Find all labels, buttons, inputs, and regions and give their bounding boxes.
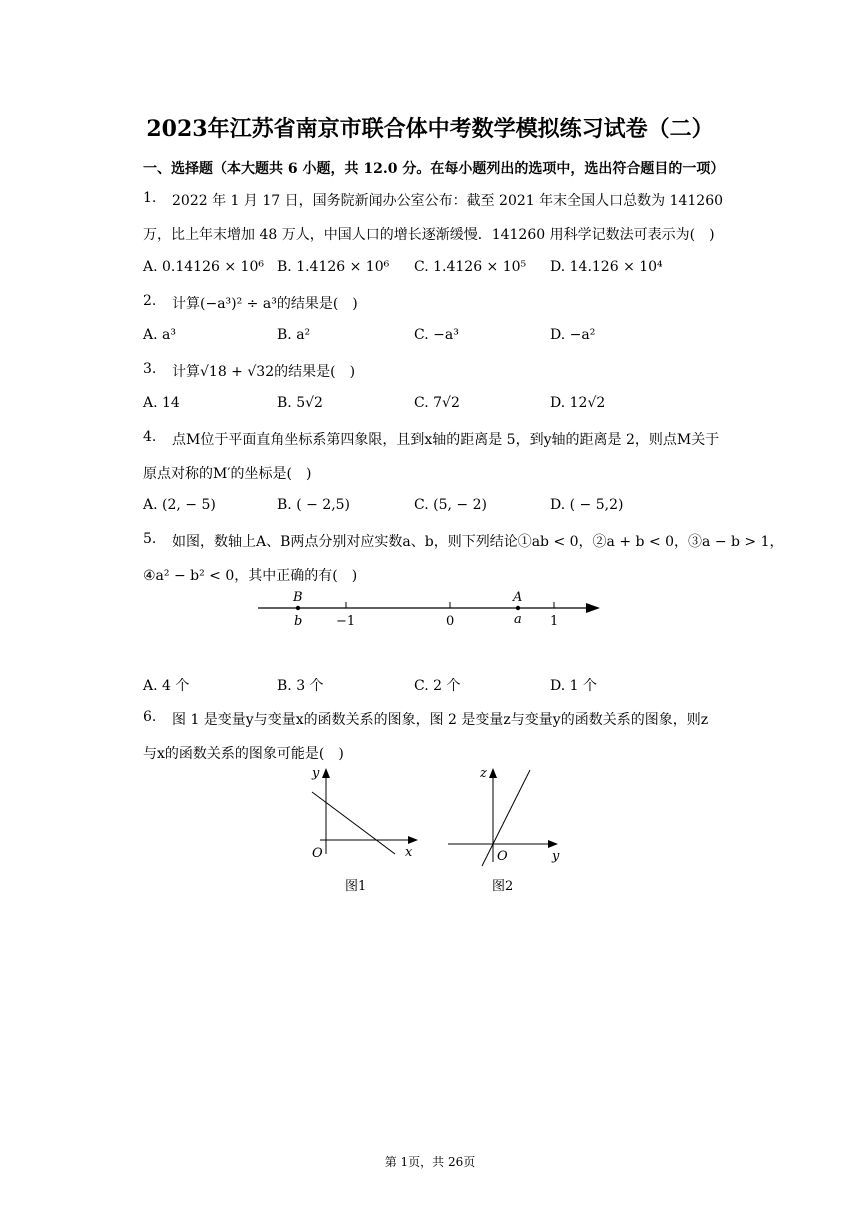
point-b-dot — [296, 606, 300, 610]
fig1-y-arrow — [322, 768, 330, 778]
page-footer: 第 1页，共 26页 — [384, 1155, 476, 1169]
q2-option-c: C. −a³ — [414, 327, 459, 343]
q5-option-c: C. 2 个 — [414, 678, 461, 694]
label-point-b: B — [293, 590, 303, 605]
q1-option-d: D. 14.126 × 10⁴ — [550, 259, 663, 275]
fig2-caption: 图2 — [492, 879, 514, 894]
q4-option-d: D. ( − 5,2) — [550, 497, 624, 513]
label-minus-one: −1 — [336, 614, 356, 629]
number-line-arrow — [586, 603, 600, 613]
figure-2-graph — [440, 762, 575, 897]
fig2-z-label: z — [480, 766, 487, 781]
q1-number: 1. — [143, 190, 157, 206]
q6-number: 6. — [143, 709, 157, 725]
page-title: 2023年江苏省南京市联合体中考数学模拟练习试卷（二） — [146, 116, 714, 142]
q2-option-d: D. −a² — [550, 327, 596, 343]
fig2-y-label: y — [552, 849, 560, 864]
q6-line1: 图 1 是变量y与变量x的函数关系的图象，图 2 是变量z与变量y的函数关系的图象，则z — [172, 712, 709, 728]
q1-option-c: C. 1.4126 × 10⁵ — [414, 259, 527, 275]
q4-option-a: A. (2, − 5) — [143, 497, 216, 513]
label-point-a: A — [513, 590, 523, 605]
q3-option-c: C. 7√2 — [414, 395, 460, 411]
number-line-figure — [250, 588, 610, 636]
q4-option-c: C. (5, − 2) — [414, 497, 487, 513]
q6-line2: 与x的函数关系的图象可能是( ) — [143, 746, 344, 762]
q5-option-d: D. 1 个 — [550, 678, 597, 694]
fig2-origin-label: O — [497, 849, 508, 864]
fig1-line-y-of-x — [312, 792, 395, 854]
point-a-dot — [516, 606, 520, 610]
q3-option-d: D. 12√2 — [550, 395, 606, 411]
q5-line1: 如图，数轴上A、B两点分别对应实数a、b，则下列结论①ab < 0，②a + b < 0，③a − b > 1， — [172, 534, 784, 550]
label-b: b — [294, 614, 303, 629]
label-a: a — [514, 612, 522, 627]
q4-line2: 原点对称的M′的坐标是( ) — [143, 466, 312, 482]
q4-number: 4. — [143, 429, 157, 445]
q2-option-b: B. a² — [277, 327, 311, 343]
q5-option-b: B. 3 个 — [277, 678, 324, 694]
q3-option-b: B. 5√2 — [277, 395, 323, 411]
q3-stem: 计算√18 + √32的结果是( ) — [172, 364, 356, 380]
q1-line1: 2022 年 1 月 17 日，国务院新闻办公室公布：截至 2021 年末全国人口总数为 141260 — [172, 193, 724, 209]
q3-number: 3. — [143, 361, 157, 377]
q2-number: 2. — [143, 293, 157, 309]
q2-option-a: A. a³ — [143, 327, 176, 343]
q1-option-b: B. 1.4126 × 10⁶ — [277, 259, 390, 275]
figure-1-graph — [290, 762, 425, 897]
label-one: 1 — [550, 614, 559, 629]
fig1-caption: 图1 — [345, 879, 367, 894]
fig2-horizontal-arrow — [548, 840, 558, 848]
q5-option-a: A. 4 个 — [143, 678, 190, 694]
q4-line1: 点M位于平面直角坐标系第四象限，且到x轴的距离是 5，到y轴的距离是 2，则点M关于 — [172, 432, 720, 448]
q1-option-a: A. 0.14126 × 10⁶ — [143, 259, 264, 275]
q5-number: 5. — [143, 531, 157, 547]
fig2-vertical-arrow — [489, 768, 497, 778]
q1-line2: 万，比上年末增加 48 万人，中国人口的增长逐渐缓慢．141260 用科学记数法可表示为( ) — [143, 227, 715, 243]
q4-option-b: B. ( − 2,5) — [277, 497, 351, 513]
q2-stem: 计算(−a³)² ÷ a³的结果是( ) — [172, 296, 358, 312]
section-heading: 一、选择题（本大题共 6 小题，共 12.0 分。在每小题列出的选项中，选出符合题目的一项） — [143, 161, 725, 177]
fig1-x-label: x — [405, 845, 413, 860]
fig1-y-label: y — [312, 766, 320, 781]
fig1-x-arrow — [408, 836, 418, 844]
label-zero: 0 — [446, 614, 455, 629]
fig1-origin-label: O — [312, 846, 323, 861]
q5-line2: ④a² − b² < 0，其中正确的有( ) — [143, 568, 358, 584]
q3-option-a: A. 14 — [143, 395, 180, 411]
